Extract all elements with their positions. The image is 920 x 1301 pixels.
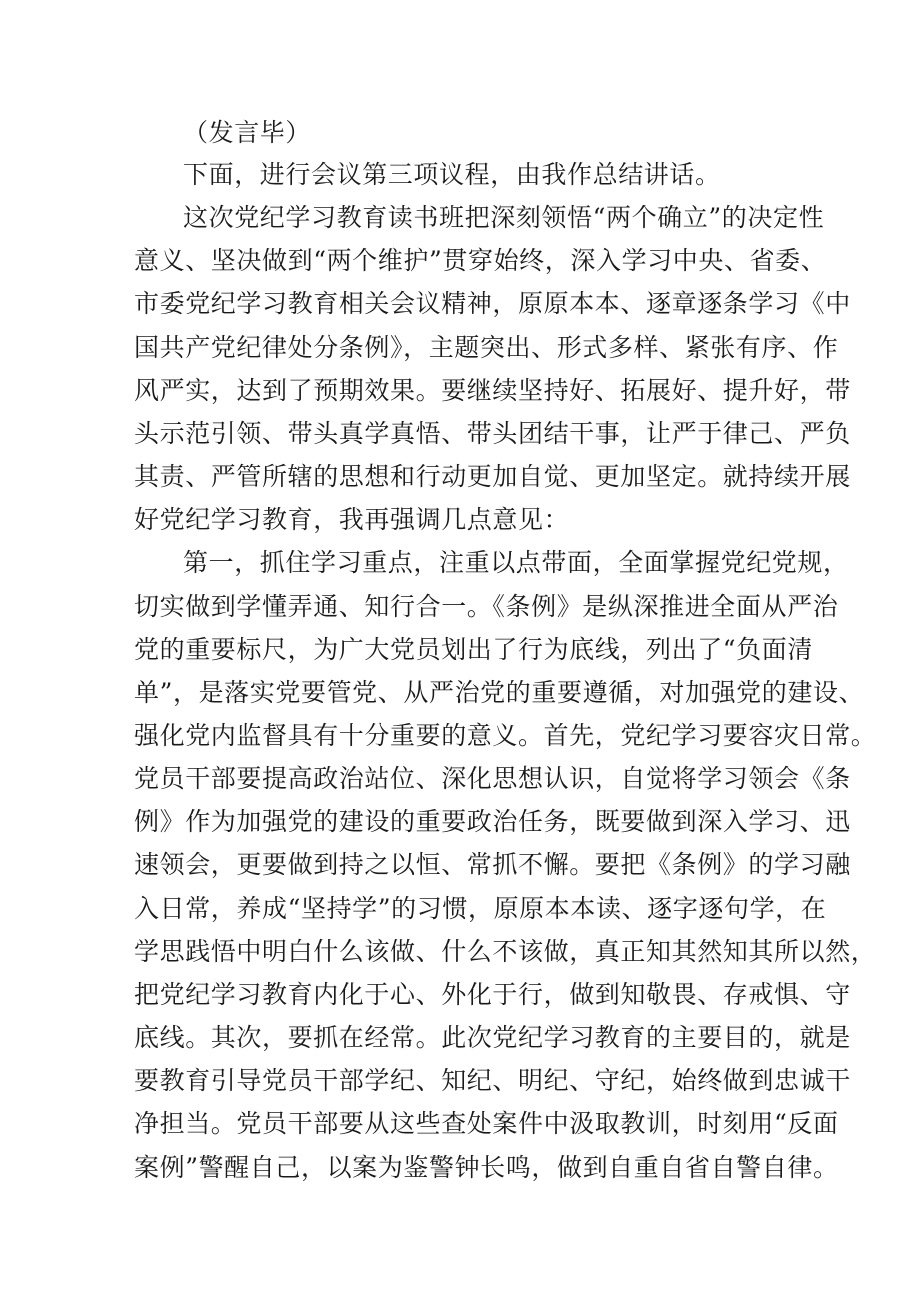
- paragraph-line: 净担当。党员干部要从这些查处案件中汲取教训，时刻用“反面: [134, 1109, 839, 1138]
- paragraph-line: 风严实，达到了预期效果。要继续坚持好、拓展好、提升好，带: [134, 376, 851, 405]
- speech-end-note: （发言毕）: [183, 118, 312, 147]
- paragraph-line: 第一，抓住学习重点，注重以点带面，全面掌握党纪党规，: [183, 548, 849, 577]
- paragraph-line: 其责、严管所辖的思想和行动更加自觉、更加坚定。就持续开展: [134, 462, 851, 491]
- paragraph-line: 单”，是落实党要管党、从严治党的重要遵循，对加强党的建设、: [134, 678, 865, 707]
- paragraph-line: 学思践悟中明白什么该做、什么不该做，真正知其然知其所以然，: [134, 937, 877, 966]
- paragraph-line: 把党纪学习教育内化于心、外化于行，做到知敬畏、存戒惧、守: [134, 980, 851, 1009]
- paragraph-line: 例》作为加强党的建设的重要政治任务，既要做到深入学习、迅: [134, 807, 851, 836]
- paragraph-line: 意义、坚决做到“两个维护”贯穿始终，深入学习中央、省委、: [134, 246, 827, 275]
- paragraph-line: 下面，进行会议第三项议程，由我作总结讲话。: [183, 160, 721, 189]
- paragraph-line: 好党纪学习教育，我再强调几点意见：: [134, 505, 570, 534]
- paragraph-line: 底线。其次，要抓在经常。此次党纪学习教育的主要目的，就是: [134, 1023, 851, 1052]
- paragraph-line: 切实做到学懂弄通、知行合一。《条例》是纵深推进全面从严治: [134, 592, 839, 621]
- paragraph-line: 这次党纪学习教育读书班把深刻领悟“两个确立”的决定性: [183, 203, 825, 232]
- paragraph-line: 速领会，更要做到持之以恒、常抓不懈。要把《条例》的学习融: [134, 850, 851, 879]
- paragraph-line: 国共产党纪律处分条例》，主题突出、形式多样、紧张有序、作: [134, 333, 839, 362]
- paragraph-line: 党的重要标尺，为广大党员划出了行为底线，列出了“负面清: [134, 635, 813, 664]
- paragraph-line: 强化党内监督具有十分重要的意义。首先，党纪学习要容灾日常。: [134, 721, 877, 750]
- paragraph-line: 党员干部要提高政治站位、深化思想认识，自觉将学习领会《条: [134, 764, 851, 793]
- paragraph-line: 市委党纪学习教育相关会议精神，原原本本、逐章逐条学习《中: [134, 289, 851, 318]
- paragraph-line: 入日常，养成“坚持学”的习惯，原原本本读、逐字逐句学，在: [134, 894, 827, 923]
- paragraph-line: 案例”警醒自己，以案为鉴警钟长鸣，做到自重自省自警自律。: [134, 1153, 839, 1182]
- paragraph-line: 要教育引导党员干部学纪、知纪、明纪、守纪，始终做到忠诚干: [134, 1066, 851, 1095]
- paragraph-line: 头示范引领、带头真学真悟、带头团结干事，让严于律己、严负: [134, 419, 851, 448]
